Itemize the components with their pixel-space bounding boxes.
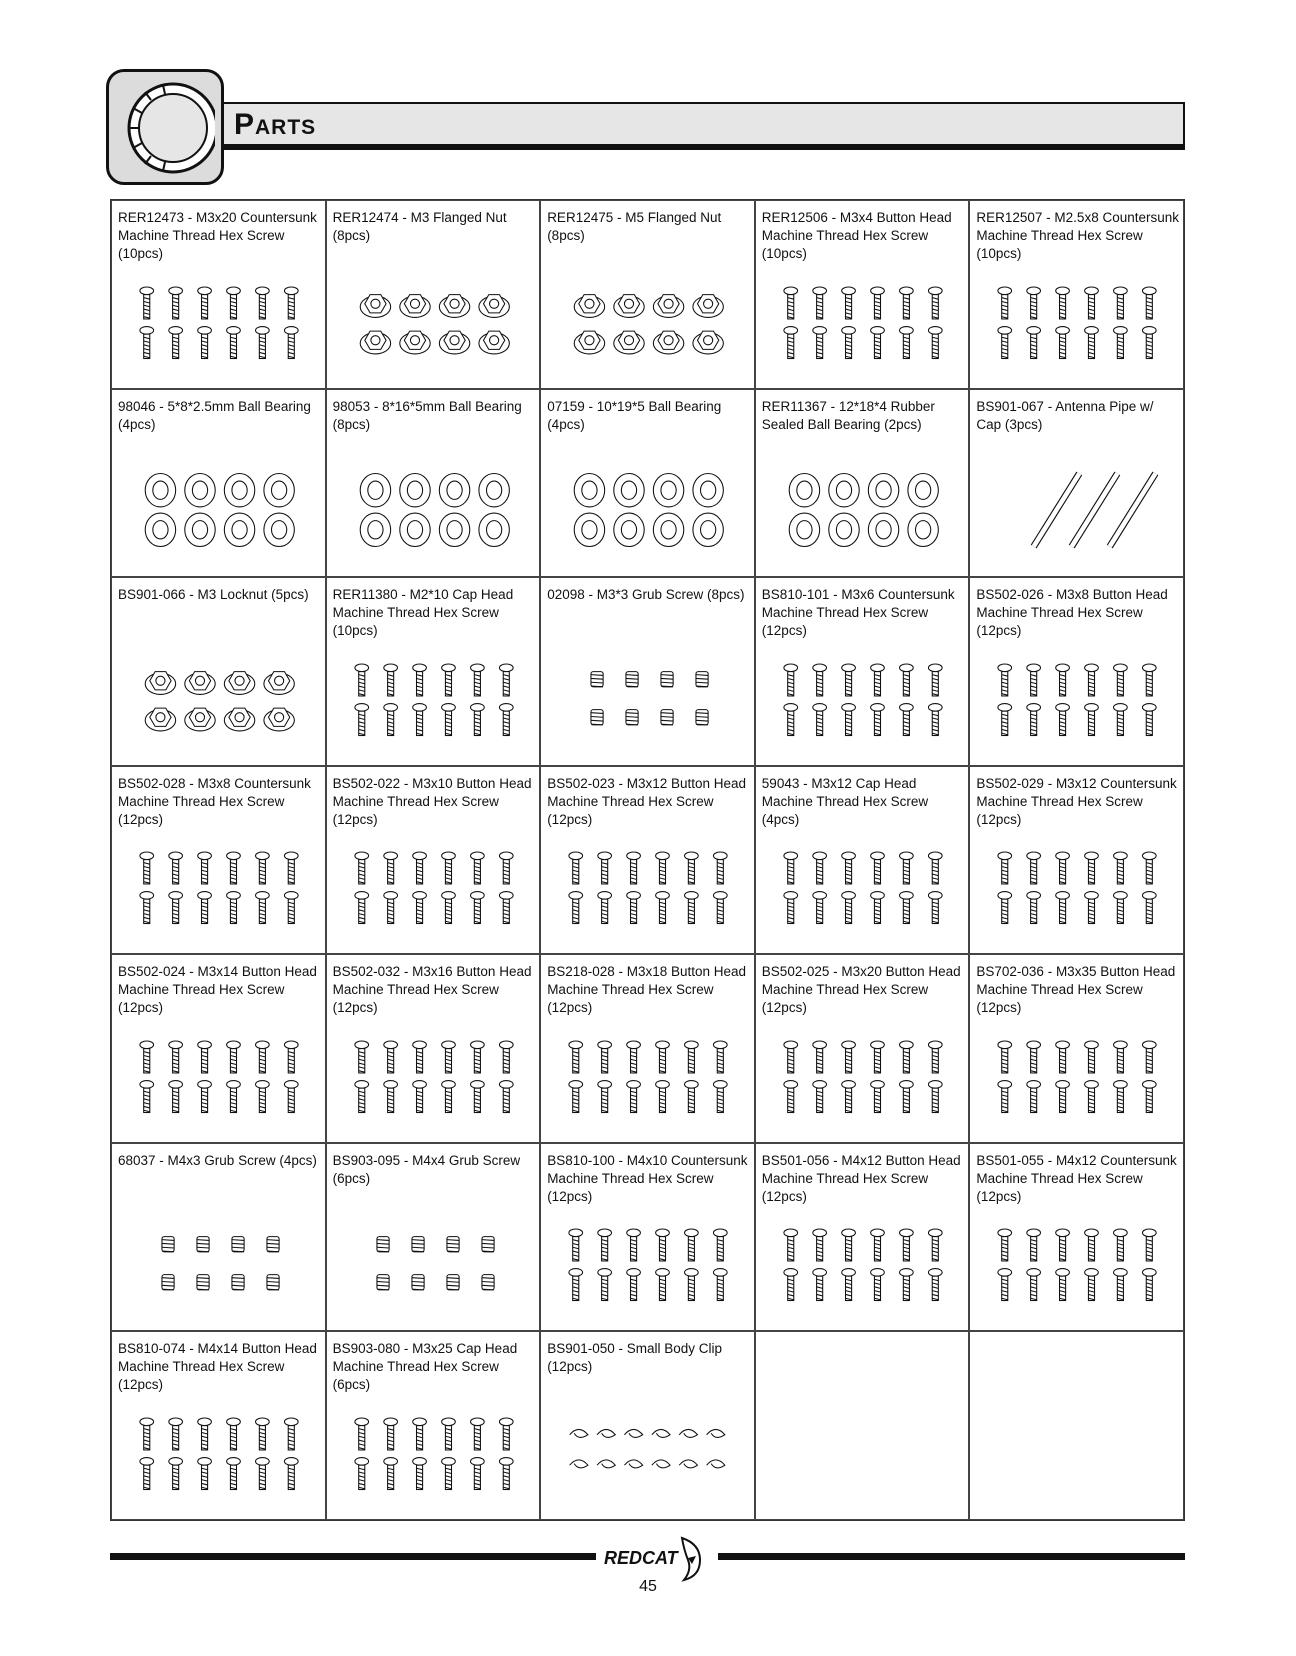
part-label: RER11367 - 12*18*4 Rubber Sealed Ball Bearing (2pcs) [761,398,935,432]
part-cell [111,1331,326,1520]
button-head-screw-icon [130,1399,313,1507]
part-label: BS501-056 - M4x12 Button Head Machine Thread Hex Screw (12pcs) [761,1152,961,1204]
page-title: Parts [234,108,317,141]
part-label: BS810-074 - M4x14 Button Head Machine Thread Hex Screw (12pcs) [118,1341,317,1393]
part-label: BS218-028 - M3x18 Button Head Machine Thread Hex Screw (12pcs) [547,964,747,1016]
part-label: BS502-032 - M3x16 Button Head Machine Thread Hex Screw (12pcs) [332,964,532,1016]
countersunk-screw-icon [130,268,313,376]
part-label: BS901-050 - Small Body Clip (12pcs) [547,1341,723,1375]
part-label: BS810-100 - M4x10 Countersunk Machine Thread Hex Screw (12pcs) [547,1152,748,1204]
countersunk-screw-icon [559,1210,742,1318]
part-label: RER12506 - M3x4 Button Head Machine Thread Hex Screw (10pcs) [761,210,952,261]
part-cell [755,954,970,1143]
countersunk-screw-icon [774,645,957,753]
countersunk-screw-icon [988,1210,1171,1318]
part-cell [111,200,326,389]
ball-bearing-icon [130,456,313,564]
part-cell [969,1143,1184,1332]
brand-logo-text: REDCAT [604,1548,678,1568]
part-label: 98046 - 5*8*2.5mm Ball Bearing (4pcs) [118,398,311,432]
part-cell [755,389,970,578]
flanged-nut-icon [345,268,528,376]
part-cell [540,1143,755,1332]
button-head-screw-icon [774,1210,957,1318]
button-head-screw-icon [559,1022,742,1130]
part-label: BS502-024 - M3x14 Button Head Machine Thread Hex Screw (12pcs) [118,964,317,1016]
header-bar [222,102,1185,150]
part-label: BS501-055 - M4x12 Countersunk Machine Thread Hex Screw (12pcs) [976,1152,1177,1204]
part-cell [969,766,1184,955]
part-cell [111,389,326,578]
cap-head-screw-icon [774,833,957,941]
button-head-screw-icon [988,645,1171,753]
part-cell [111,1143,326,1332]
part-label: 02098 - M3*3 Grub Screw (8pcs) [547,587,745,603]
part-cell [969,577,1184,766]
locknut-icon [130,645,313,753]
part-cell [969,954,1184,1143]
part-label: BS502-026 - M3x8 Button Head Machine Thread Hex Screw (12pcs) [976,587,1168,639]
footer-rule-right [718,1553,1185,1560]
button-head-screw-icon [774,1022,957,1130]
ball-bearing-icon [559,456,742,564]
part-label: RER12474 - M3 Flanged Nut (8pcs) [332,210,507,243]
parts-table [110,199,1185,1521]
part-label: BS901-066 - M3 Locknut (5pcs) [118,587,309,603]
part-label: BS903-095 - M4x4 Grub Screw (6pcs) [332,1152,521,1186]
part-label: BS702-036 - M3x35 Button Head Machine Thread Hex Screw (12pcs) [976,964,1176,1016]
button-head-screw-icon [345,833,528,941]
part-cell [540,200,755,389]
empty-cell [755,1331,970,1520]
ball-bearing-icon [345,456,528,564]
part-cell [540,766,755,955]
footer-rule-left [110,1553,596,1560]
part-cell [326,200,541,389]
ball-bearing-icon [774,456,957,564]
grub-screw-icon [345,1210,528,1318]
button-head-screw-icon [130,1022,313,1130]
empty-cell [969,1331,1184,1520]
part-cell [326,1143,541,1332]
body-clip-icon [559,1399,742,1507]
part-label: BS903-080 - M3x25 Cap Head Machine Thread Hex Screw (6pcs) [332,1341,518,1393]
part-cell [111,954,326,1143]
part-label: BS901-067 - Antenna Pipe w/ Cap (3pcs) [976,398,1154,432]
part-label: RER11380 - M2*10 Cap Head Machine Thread Hex Screw (10pcs) [332,587,514,639]
part-cell [755,766,970,955]
page-number: 45 [639,1578,657,1595]
countersunk-screw-icon [988,268,1171,376]
part-label: RER12507 - M2.5x8 Countersunk Machine Thread Hex Screw (10pcs) [976,210,1179,261]
grub-screw-icon [559,645,742,753]
button-head-screw-icon [345,1022,528,1130]
gear-icon [106,69,224,185]
part-label: 07159 - 10*19*5 Ball Bearing (4pcs) [547,398,722,432]
part-label: BS502-029 - M3x12 Countersunk Machine Thread Hex Screw (12pcs) [976,775,1177,827]
part-cell [969,200,1184,389]
countersunk-screw-icon [130,833,313,941]
part-label: 68037 - M4x3 Grub Screw (4pcs) [118,1152,317,1168]
part-cell [326,577,541,766]
cap-head-screw-icon [345,645,528,753]
countersunk-screw-icon [988,833,1171,941]
part-label: BS502-028 - M3x8 Countersunk Machine Thread Hex Screw (12pcs) [118,775,311,827]
part-cell [969,389,1184,578]
button-head-screw-icon [988,1022,1171,1130]
part-cell [755,1143,970,1332]
part-label: 59043 - M3x12 Cap Head Machine Thread Hex Screw (4pcs) [761,775,929,827]
part-cell [326,766,541,955]
part-cell [540,577,755,766]
part-cell [540,389,755,578]
part-label: BS502-025 - M3x20 Button Head Machine Thread Hex Screw (12pcs) [761,964,961,1016]
button-head-screw-icon [559,833,742,941]
part-label: 98053 - 8*16*5mm Ball Bearing (8pcs) [332,398,522,432]
part-cell [326,389,541,578]
part-cell [755,200,970,389]
part-cell [755,577,970,766]
cap-head-screw-icon [345,1399,528,1507]
part-label: RER12473 - M3x20 Countersunk Machine Thread Hex Screw (10pcs) [118,210,317,261]
antenna-pipe-icon [988,456,1171,564]
part-cell [326,1331,541,1520]
grub-screw-icon [130,1210,313,1318]
part-cell [111,577,326,766]
part-cell [111,766,326,955]
button-head-screw-icon [774,268,957,376]
part-label: BS502-022 - M3x10 Button Head Machine Thread Hex Screw (12pcs) [332,775,532,827]
part-label: BS810-101 - M3x6 Countersunk Machine Thread Hex Screw (12pcs) [761,587,955,639]
part-cell [540,1331,755,1520]
part-label: BS502-023 - M3x12 Button Head Machine Thread Hex Screw (12pcs) [547,775,747,827]
part-cell [326,954,541,1143]
part-label: RER12475 - M5 Flanged Nut (8pcs) [547,210,722,243]
flanged-nut-icon [559,268,742,376]
part-cell [540,954,755,1143]
redcat-logo [596,1530,716,1584]
